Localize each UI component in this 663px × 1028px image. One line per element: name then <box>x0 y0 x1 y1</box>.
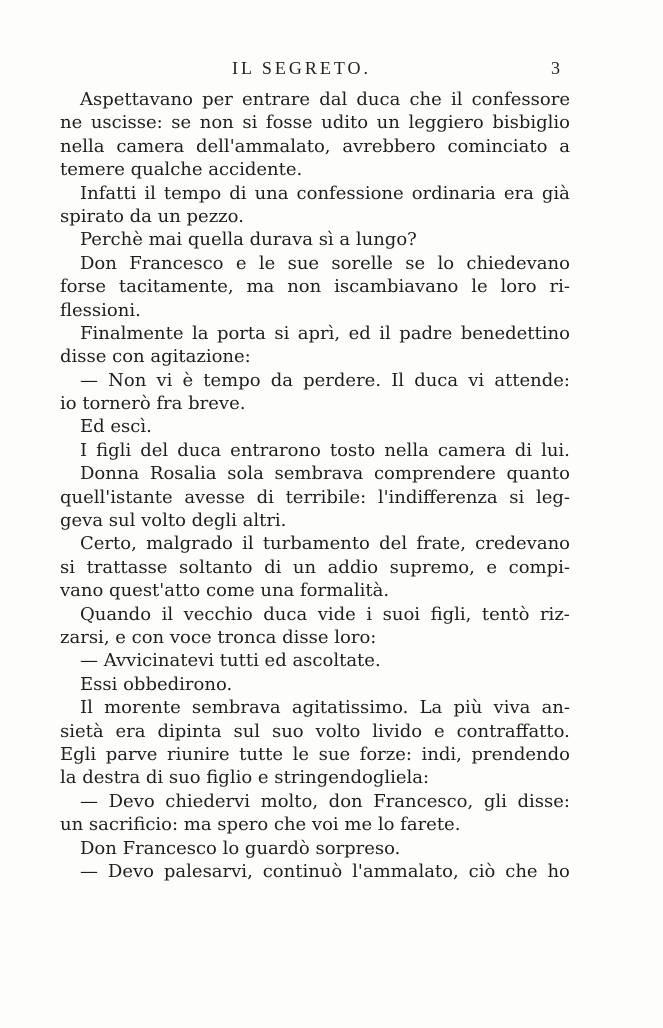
text-line: forse tacitamente, ma non iscambiavano le loro ri- <box>60 276 570 298</box>
text-line: Ed escì. <box>80 416 152 438</box>
text-line: flessioni. <box>60 299 141 321</box>
text-line: sietà era dipinta sul suo volto livido e contraffatto. <box>60 720 570 742</box>
text-line: I figli del duca entrarono tosto nella camera di lui. <box>80 439 570 461</box>
text-line: Il morente sembrava agitatissimo. La più viva an- <box>80 697 570 719</box>
text-line: quell'istante avesse di terribile: l'indifferenza si leg- <box>60 486 570 508</box>
text-line: temere qualche accidente. <box>60 159 303 181</box>
text-line: nella camera dell'ammalato, avrebbero cominciato a <box>60 135 570 157</box>
text-line: — Devo palesarvi, continuò l'ammalato, ciò che ho <box>80 860 570 882</box>
text-line: io tornerò fra breve. <box>60 393 246 415</box>
text-line: un sacrificio: ma spero che voi me lo farete. <box>60 814 461 836</box>
text-line: — Non vi è tempo da perdere. Il duca vi attende: <box>80 369 570 391</box>
text-line: — Avvicinatevi tutti ed ascoltate. <box>80 650 381 672</box>
text-line: si trattasse soltanto di un addio supremo, e compi- <box>60 556 570 578</box>
text-line: Egli parve riunire tutte le sue forze: indi, prendendo <box>60 743 570 765</box>
text-line: Perchè mai quella durava sì a lungo? <box>80 229 417 251</box>
text-line: Finalmente la porta si aprì, ed il padre benedettino <box>80 322 570 344</box>
text-line: Donna Rosalia sola sembrava comprendere quanto <box>80 463 570 485</box>
text-line: ne uscisse: se non si fosse udito un leggiero bisbiglio <box>60 112 570 134</box>
text-line: vano quest'atto come una formalità. <box>60 580 390 602</box>
running-head <box>0 58 663 82</box>
text-line: zarsi, e con voce tronca disse loro: <box>60 626 377 648</box>
body-text <box>60 88 570 883</box>
text-line: Certo, malgrado il turbamento del frate, credevano <box>80 533 570 555</box>
running-title: IL SEGRETO. <box>232 58 371 78</box>
page-number: 3 <box>551 58 560 78</box>
text-line: Infatti il tempo di una confessione ordinaria era già <box>80 182 570 204</box>
text-line: Quando il vecchio duca vide i suoi figli, tentò riz- <box>80 603 570 625</box>
text-line: — Devo chiedervi molto, don Francesco, gli disse: <box>80 790 570 812</box>
text-line: spirato da un pezzo. <box>60 205 244 227</box>
text-line: Don Francesco lo guardò sorpreso. <box>80 837 401 859</box>
text-line: geva sul volto degli altri. <box>60 510 287 532</box>
text-line: Essi obbedirono. <box>80 673 233 695</box>
text-line: la destra di suo figlio e stringendogliela: <box>60 767 430 789</box>
text-line: disse con agitazione: <box>60 346 251 368</box>
text-line: Don Francesco e le sue sorelle se lo chiedevano <box>80 252 570 274</box>
text-line: Aspettavano per entrare dal duca che il confessore <box>80 89 570 110</box>
